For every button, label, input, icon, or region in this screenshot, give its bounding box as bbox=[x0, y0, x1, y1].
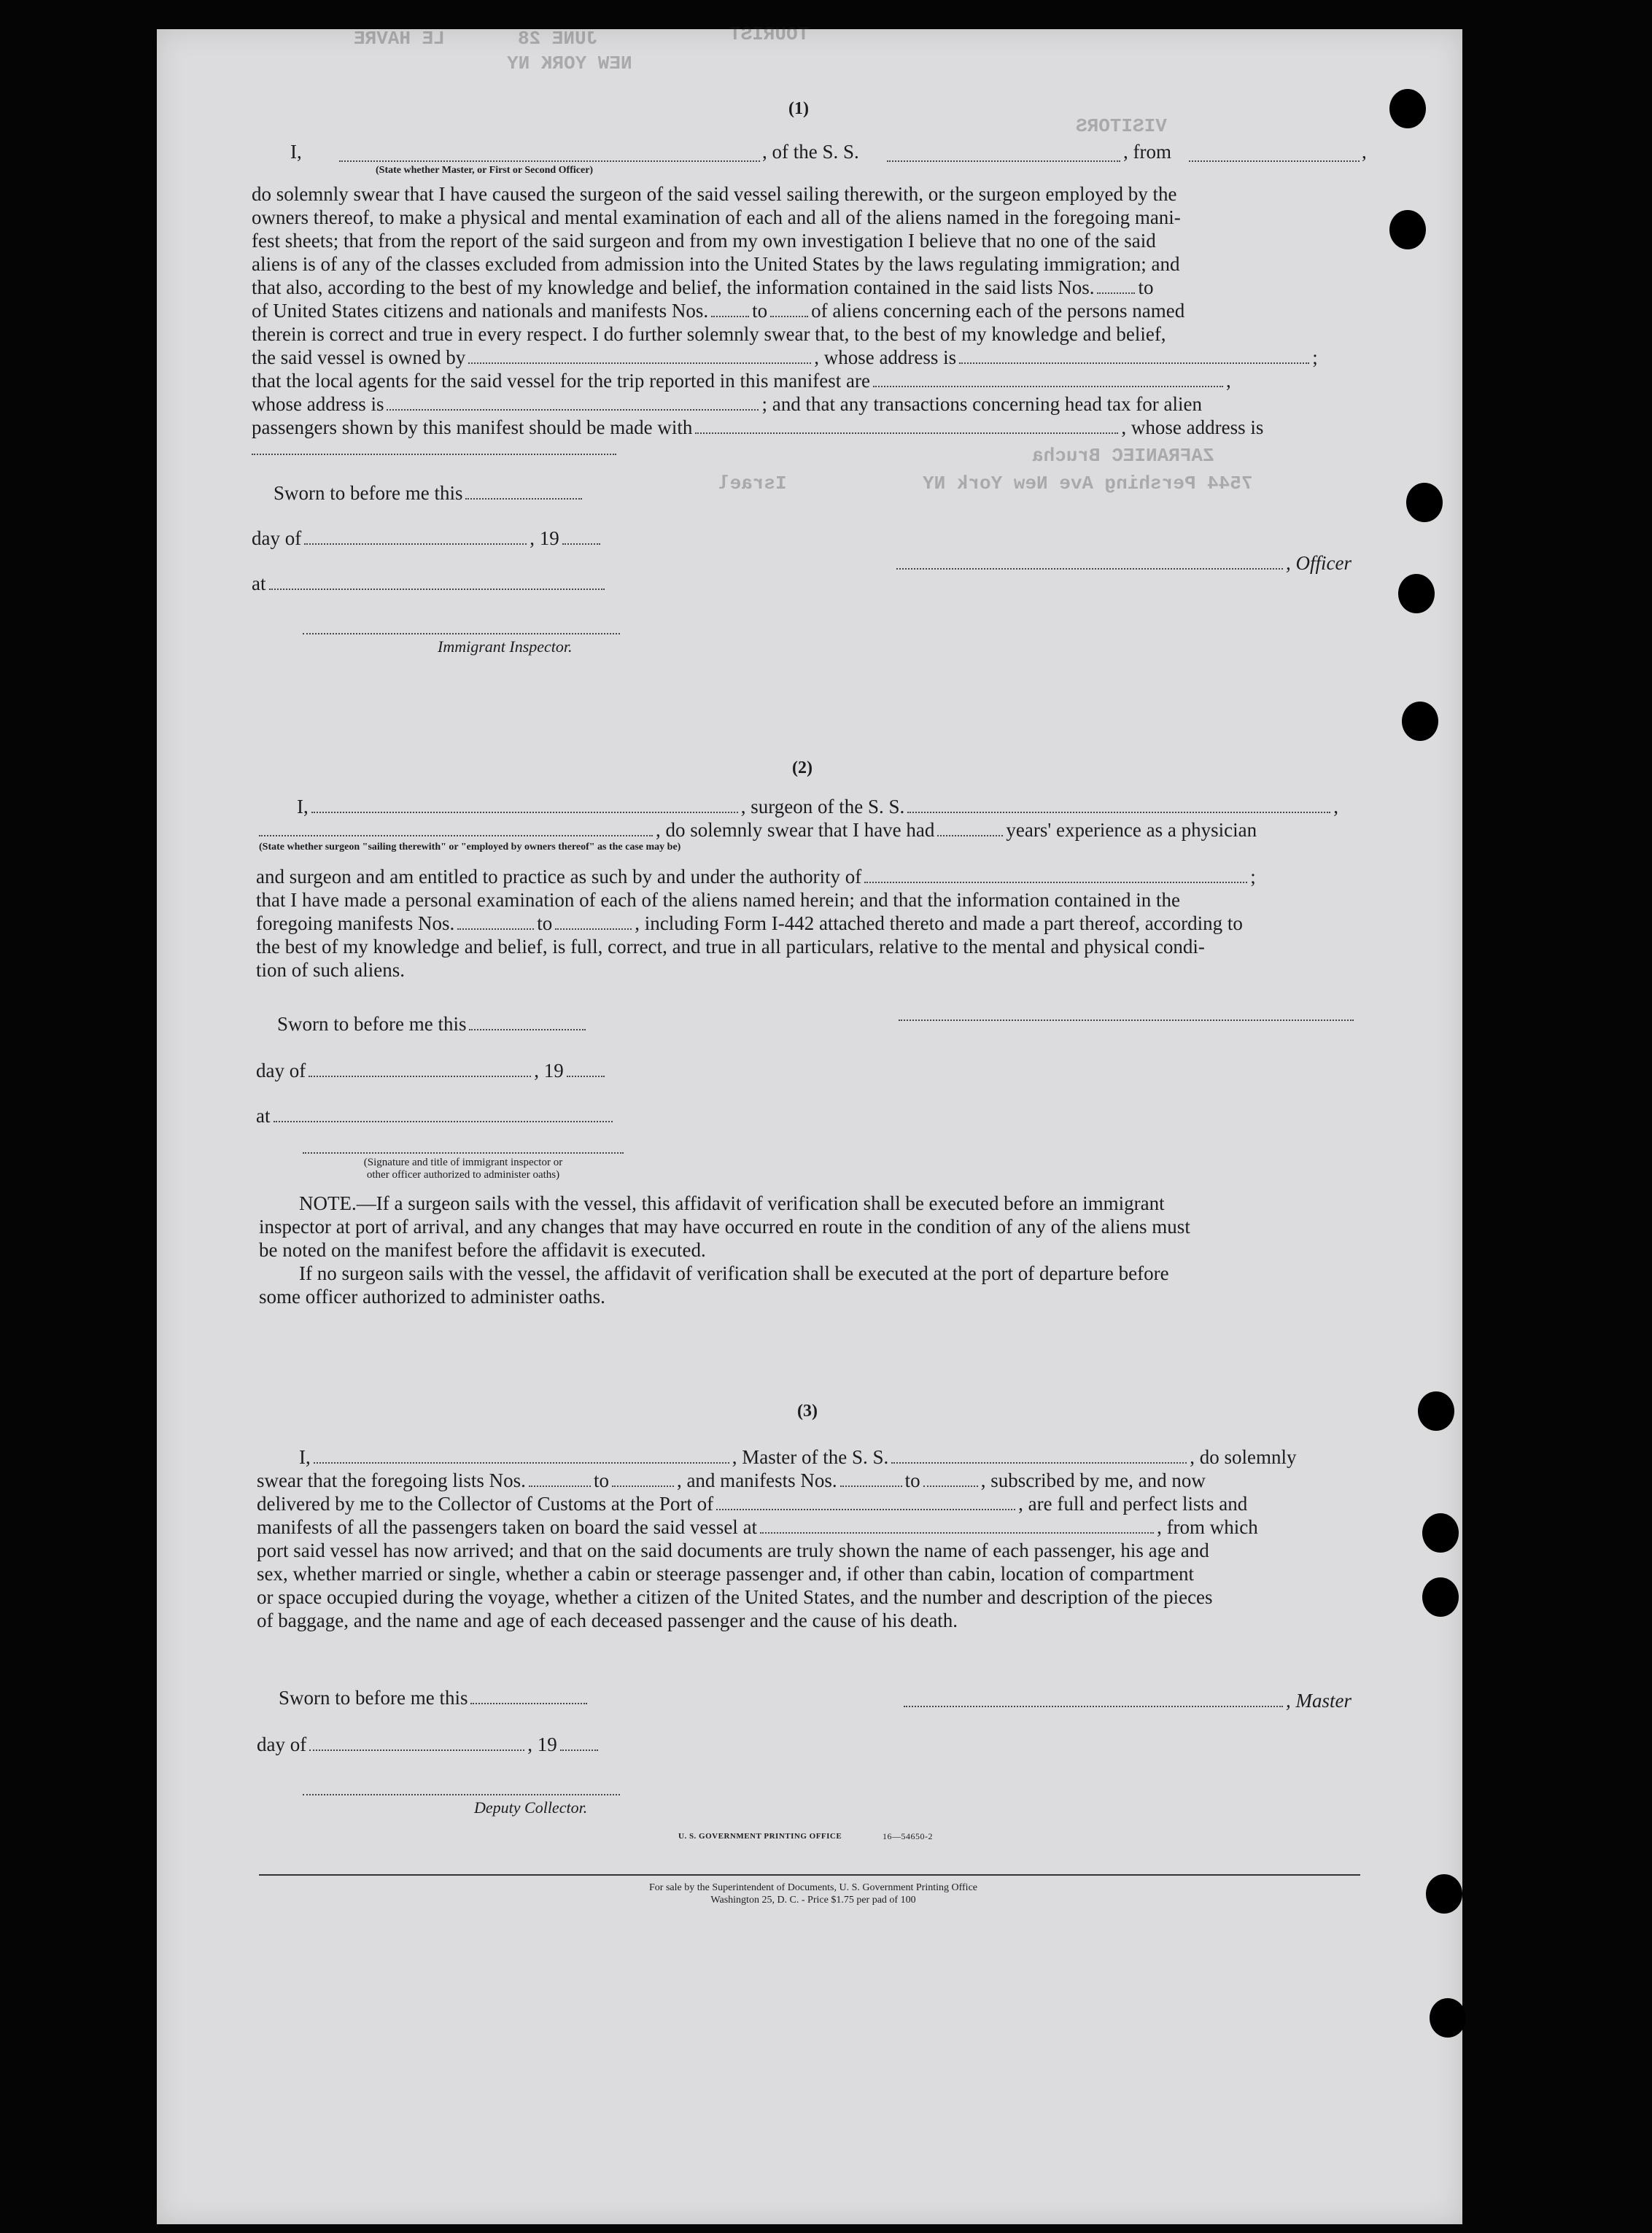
text: , are full and perfect lists and bbox=[1018, 1493, 1248, 1515]
text: Sworn to before me this bbox=[274, 482, 463, 504]
note-line: NOTE.—If a surgeon sails with the vessel, this affidavit of verification shall be executed before an immigrant bbox=[299, 1192, 1165, 1214]
section-number: (3) bbox=[797, 1402, 818, 1421]
text-line bbox=[257, 1492, 1247, 1515]
bleed-text: JUNE 28 bbox=[518, 28, 598, 50]
text: , Master of the S. S. bbox=[732, 1446, 889, 1468]
text-line bbox=[256, 865, 1256, 888]
text: , do solemnly bbox=[1190, 1446, 1297, 1468]
text: I, bbox=[290, 141, 302, 163]
fill-line bbox=[716, 1496, 1015, 1510]
text-line bbox=[1362, 140, 1367, 163]
text: , from which bbox=[1157, 1516, 1258, 1538]
footer-divider bbox=[259, 1874, 1360, 1876]
text-line bbox=[252, 369, 1231, 392]
text: , of the S. S. bbox=[762, 141, 859, 163]
text-line: port said vessel has now arrived; and that on the said documents are truly shown the name of each passenger, his age and bbox=[257, 1539, 1209, 1561]
fill-line bbox=[873, 373, 1223, 387]
text: I, bbox=[299, 1446, 311, 1468]
text: day of bbox=[257, 1733, 307, 1755]
fill-line bbox=[907, 799, 1330, 813]
text: , and manifests Nos. bbox=[676, 1469, 837, 1491]
text-line: the best of my knowledge and belief, is full, correct, and true in all particulars, relative to the mental and physical condi- bbox=[256, 936, 1205, 958]
text-line: owners thereof, to make a physical and mental examination of each and all of the aliens named in the foregoing mani- bbox=[252, 206, 1181, 228]
text-line bbox=[256, 912, 1243, 935]
fill-line bbox=[339, 160, 760, 162]
binder-hole bbox=[1426, 1874, 1462, 1914]
text-line: that I have made a personal examination of each of the aliens named herein; and that the information contained in the bbox=[256, 889, 1181, 911]
field-hint: (State whether Master, or First or Second Officer) bbox=[376, 165, 594, 176]
text-line bbox=[252, 346, 1318, 369]
text-line bbox=[257, 1733, 601, 1756]
text-line bbox=[893, 551, 1352, 575]
fill-line bbox=[864, 869, 1247, 883]
bleed-text: LE HAVRE bbox=[354, 28, 445, 50]
text: at bbox=[256, 1105, 271, 1127]
bleed-through bbox=[923, 473, 1252, 494]
text: whose address is bbox=[252, 393, 384, 415]
fill-line bbox=[612, 1472, 674, 1487]
signature-caption bbox=[303, 1157, 624, 1181]
text: , bbox=[1225, 370, 1231, 392]
text-line bbox=[290, 140, 302, 163]
text-line bbox=[252, 527, 603, 550]
text: , surgeon of the S. S. bbox=[740, 796, 905, 818]
sale-notice bbox=[449, 1881, 1178, 1906]
fill-line bbox=[304, 530, 527, 545]
text-line: of baggage, and the name and age of each deceased passenger and the cause of his death. bbox=[257, 1609, 958, 1631]
text-line bbox=[274, 481, 585, 505]
text: that also, according to the best of my knowledge and belief, the information contained in the said lists Nos. bbox=[252, 276, 1095, 298]
text: swear that the foregoing lists Nos. bbox=[257, 1469, 526, 1491]
text: to bbox=[752, 300, 768, 322]
bleed-through bbox=[718, 473, 787, 494]
text: , 19 bbox=[530, 527, 559, 549]
signature-line bbox=[303, 633, 620, 634]
binder-hole bbox=[1430, 1998, 1466, 2038]
fill-line bbox=[887, 160, 1120, 162]
fill-line bbox=[937, 822, 1003, 836]
binder-hole bbox=[1422, 1577, 1459, 1617]
note-line: some officer authorized to administer oaths. bbox=[259, 1286, 605, 1308]
text: , Master bbox=[1286, 1690, 1352, 1712]
document-page bbox=[157, 23, 1462, 2224]
binder-hole bbox=[1398, 574, 1435, 613]
signature-line bbox=[899, 1020, 1354, 1021]
bleed-through bbox=[1076, 115, 1167, 137]
text-line: therein is correct and true in every respect. I do further solemnly swear that, to the best of my knowledge and belief, bbox=[252, 323, 1166, 345]
text-line: aliens is of any of the classes excluded from admission into the United States by the laws regulating immigration; and bbox=[252, 253, 1180, 275]
fill-line bbox=[1189, 160, 1360, 162]
text: manifests of all the passengers taken on board the said vessel at bbox=[257, 1516, 758, 1538]
section-number: (2) bbox=[792, 758, 813, 777]
text-line bbox=[901, 1689, 1352, 1712]
text-line: sex, whether married or single, whether a cabin or steerage passenger and, if other than cabin, location of compartment bbox=[257, 1563, 1195, 1585]
section-number: (1) bbox=[788, 99, 809, 118]
text: passengers shown by this manifest should be made with bbox=[252, 416, 693, 438]
text: Sworn to before me this bbox=[277, 1013, 467, 1035]
signature-line bbox=[303, 1152, 624, 1154]
text: , bbox=[1362, 141, 1367, 163]
text: For sale by the Superintendent of Documents, U. S. Government Printing Office bbox=[649, 1882, 977, 1893]
text: (Signature and title of immigrant inspector or bbox=[363, 1157, 563, 1168]
text: , 19 bbox=[534, 1060, 564, 1081]
bleed-through bbox=[729, 23, 809, 45]
fill-line bbox=[529, 1472, 591, 1487]
text: , do solemnly swear that I have had bbox=[656, 819, 935, 841]
text: , from bbox=[1123, 141, 1171, 163]
field-hint: (State whether surgeon "sailing therewith" or "employed by owners thereof" as the case may be) bbox=[259, 842, 681, 853]
text-line bbox=[257, 1469, 1206, 1492]
text-line bbox=[279, 1686, 590, 1709]
text: to bbox=[1138, 276, 1154, 298]
fill-line bbox=[309, 1736, 524, 1751]
text: , whose address is bbox=[1121, 416, 1264, 438]
note-line: be noted on the manifest before the affidavit is executed. bbox=[259, 1239, 706, 1261]
text-line bbox=[299, 1445, 1296, 1469]
fill-line bbox=[252, 454, 616, 455]
text: day of bbox=[256, 1060, 306, 1081]
text-line bbox=[297, 795, 1338, 818]
text-line: fest sheets; that from the report of the said surgeon and from my own investigation I believe that no one of the said bbox=[252, 230, 1156, 252]
bleed-through bbox=[354, 28, 445, 50]
text-line bbox=[252, 276, 1154, 299]
text-line: do solemnly swear that I have caused the surgeon of the said vessel sailing therewith, or the surgeon employed by the bbox=[252, 183, 1177, 205]
bleed-through bbox=[518, 28, 597, 50]
text: , whose address is bbox=[814, 346, 957, 368]
fill-line bbox=[567, 1063, 605, 1077]
binder-hole bbox=[1406, 483, 1443, 522]
note-line: If no surgeon sails with the vessel, the affidavit of verification shall be executed at the port of departure before bbox=[299, 1262, 1169, 1284]
text: Sworn to before me this bbox=[279, 1687, 468, 1709]
fill-line bbox=[891, 1449, 1187, 1464]
text-line bbox=[762, 140, 859, 163]
fill-line bbox=[711, 303, 749, 317]
signature-caption: Deputy Collector. bbox=[474, 1798, 588, 1817]
text: other officer authorized to administer oaths) bbox=[366, 1169, 560, 1181]
bleed-text: ZAFRANIEC Brucha bbox=[1032, 445, 1214, 467]
text: delivered by me to the Collector of Customs at the Port of bbox=[257, 1493, 714, 1515]
fill-line bbox=[770, 303, 808, 317]
text: to bbox=[537, 912, 553, 934]
fill-line bbox=[959, 349, 1309, 364]
fill-line bbox=[387, 396, 759, 411]
bleed-text: Israel bbox=[718, 473, 787, 494]
text: of United States citizens and nationals and manifests Nos. bbox=[252, 300, 709, 322]
text-line bbox=[256, 818, 1257, 842]
fill-line bbox=[314, 1449, 729, 1464]
fill-line bbox=[562, 530, 600, 545]
text: ; and that any transactions concerning head tax for alien bbox=[761, 393, 1203, 415]
text: to bbox=[904, 1469, 920, 1491]
bleed-text: NEW YORK NY bbox=[507, 53, 632, 74]
bleed-text: VISITORS bbox=[1076, 115, 1167, 137]
bleed-text: TOURIST bbox=[729, 23, 810, 45]
printer-credit: U. S. GOVERNMENT PRINTING OFFICE bbox=[678, 1832, 842, 1841]
fill-line bbox=[760, 1519, 1154, 1534]
text: , Officer bbox=[1286, 552, 1352, 574]
text: day of bbox=[252, 527, 302, 549]
text: at bbox=[252, 572, 266, 594]
fill-line bbox=[311, 799, 738, 813]
fill-line bbox=[560, 1736, 598, 1751]
binder-hole bbox=[1402, 702, 1438, 741]
text: foregoing manifests Nos. bbox=[256, 912, 455, 934]
bleed-through bbox=[1032, 445, 1214, 467]
text: years' experience as a physician bbox=[1006, 819, 1257, 841]
bleed-through bbox=[507, 53, 632, 74]
binder-hole bbox=[1422, 1513, 1459, 1553]
text-line bbox=[256, 1104, 616, 1127]
fill-line bbox=[465, 485, 582, 500]
text-line: or space occupied during the voyage, whether a citizen of the United States, and the number and description of the pieces bbox=[257, 1586, 1213, 1608]
fill-line bbox=[840, 1472, 902, 1487]
form-code: 16—54650-2 bbox=[883, 1831, 933, 1841]
text-line bbox=[277, 1012, 589, 1036]
signature-caption: Immigrant Inspector. bbox=[438, 637, 573, 656]
fill-line bbox=[470, 1690, 587, 1704]
fill-line bbox=[259, 822, 653, 836]
text-line bbox=[252, 416, 1263, 439]
fill-line bbox=[457, 915, 534, 930]
text: ; bbox=[1312, 346, 1318, 368]
fill-line bbox=[904, 1693, 1283, 1707]
fill-line bbox=[923, 1472, 978, 1487]
text: to bbox=[593, 1469, 609, 1491]
signature-line bbox=[303, 1794, 620, 1795]
text-line bbox=[252, 392, 1202, 416]
text: of aliens concerning each of the persons named bbox=[811, 300, 1185, 322]
text: ; bbox=[1250, 866, 1256, 888]
text: , bbox=[1333, 796, 1339, 818]
text: , 19 bbox=[527, 1733, 557, 1755]
fill-line bbox=[469, 1016, 586, 1030]
bleed-text: 7544 Pershing Ave New York NY bbox=[923, 473, 1253, 494]
binder-hole bbox=[1389, 89, 1426, 128]
text-line bbox=[252, 572, 608, 595]
fill-line bbox=[309, 1063, 531, 1077]
fill-line bbox=[468, 349, 811, 364]
text: Washington 25, D. C. - Price $1.75 per pad of 100 bbox=[710, 1895, 916, 1906]
text-line bbox=[256, 1059, 608, 1082]
text: and surgeon and am entitled to practice as such by and under the authority of bbox=[256, 866, 862, 888]
fill-line bbox=[896, 555, 1283, 570]
fill-line bbox=[555, 915, 632, 930]
text-line: tion of such aliens. bbox=[256, 959, 405, 981]
fill-line bbox=[269, 575, 605, 590]
fill-line bbox=[1097, 279, 1135, 294]
note-line: inspector at port of arrival, and any changes that may have occurred en route in the condition of any of the aliens must bbox=[259, 1216, 1190, 1238]
fill-line bbox=[274, 1108, 613, 1122]
text: I, bbox=[297, 796, 309, 818]
binder-hole bbox=[1389, 210, 1426, 249]
text: the said vessel is owned by bbox=[252, 346, 466, 368]
fill-line bbox=[695, 419, 1118, 434]
text-line bbox=[1123, 140, 1171, 163]
text: , subscribed by me, and now bbox=[980, 1469, 1206, 1491]
text: that the local agents for the said vessel for the trip reported in this manifest are bbox=[252, 370, 870, 392]
text-line bbox=[257, 1515, 1258, 1539]
binder-hole bbox=[1418, 1391, 1454, 1431]
text: , including Form I-442 attached thereto and made a part thereof, according to bbox=[635, 912, 1243, 934]
text-line bbox=[252, 299, 1184, 322]
